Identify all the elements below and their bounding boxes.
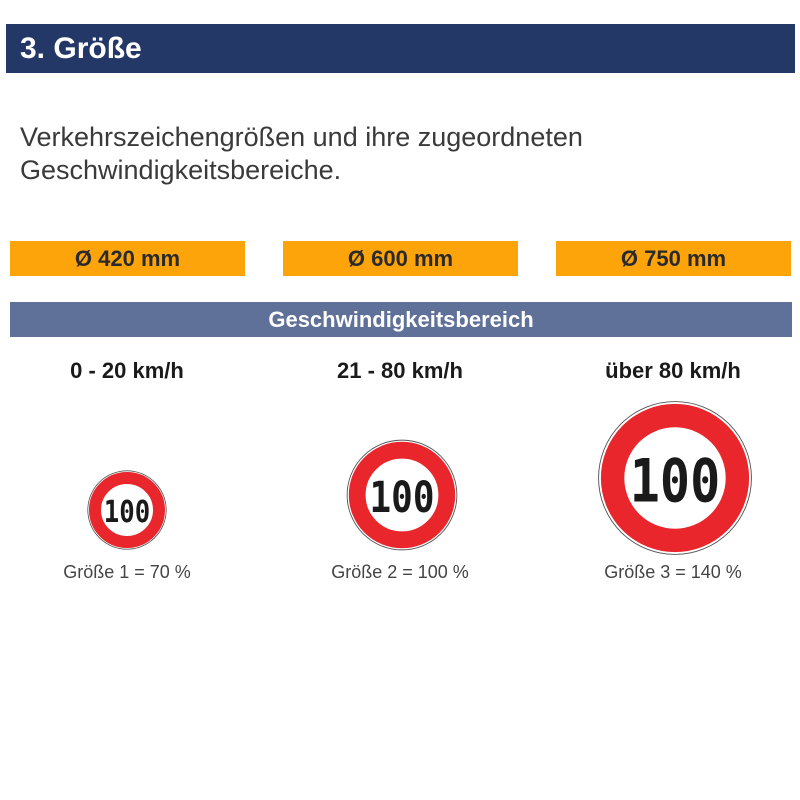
size-caption-3: Größe 3 = 140 % <box>604 562 742 582</box>
size-caption-1: Größe 1 = 70 % <box>63 562 191 582</box>
size-label-1: Ø 420 mm <box>10 241 245 276</box>
size-caption-2: Größe 2 = 100 % <box>331 562 469 582</box>
speed-range-3: über 80 km/h <box>605 358 741 383</box>
speed-limit-sign-icon <box>87 470 167 550</box>
sign-number: 100 <box>369 472 435 523</box>
speed-range-1: 0 - 20 km/h <box>70 358 184 383</box>
size-label-2: Ø 600 mm <box>283 241 518 276</box>
sign-number: 100 <box>103 495 151 530</box>
speed-limit-sign-icon <box>597 400 753 556</box>
speed-range-2: 21 - 80 km/h <box>337 358 463 383</box>
section-title: 3. Größe <box>20 32 142 65</box>
speed-range-header: Geschwindigkeitsbereich <box>10 302 792 337</box>
sign-number: 100 <box>629 446 721 516</box>
speed-limit-sign-icon <box>346 439 458 551</box>
size-label-3: Ø 750 mm <box>556 241 791 276</box>
intro-text: Verkehrszeichengrößen und ihre zugeordneten Geschwindigkeitsbereiche. <box>20 122 583 185</box>
section-header <box>6 24 795 73</box>
